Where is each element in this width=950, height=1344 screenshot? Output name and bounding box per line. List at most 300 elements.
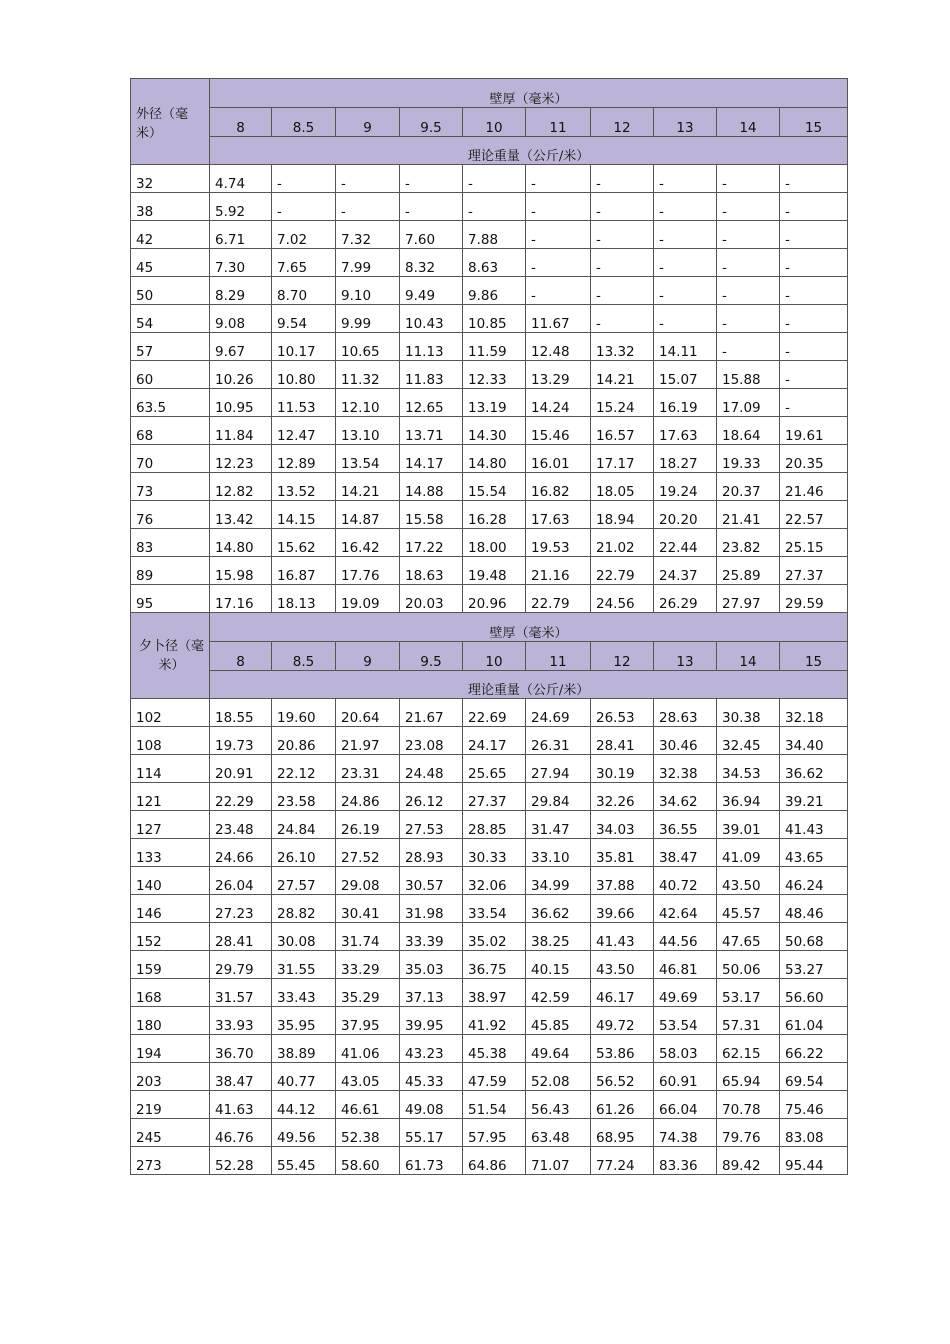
weight-cell: 12.33 (463, 361, 526, 389)
thickness-cell: 11 (526, 108, 591, 137)
weight-cell: 10.43 (400, 305, 463, 333)
weight-cell: 16.19 (654, 389, 717, 417)
weight-cell: - (591, 221, 654, 249)
table-row (131, 585, 848, 613)
weight-cell: 30.57 (400, 867, 463, 895)
outer-diameter-cell: 140 (131, 867, 210, 895)
weight-cell: 38.89 (272, 1035, 336, 1063)
outer-diameter-cell: 63.5 (131, 389, 210, 417)
outer-diameter-header: 外径（毫米） (131, 79, 210, 165)
weight-cell: 32.18 (780, 699, 848, 727)
weight-cell: - (336, 193, 400, 221)
weight-cell: 25.89 (717, 557, 780, 585)
outer-diameter-cell: 60 (131, 361, 210, 389)
weight-cell: 12.48 (526, 333, 591, 361)
weight-cell: 21.97 (336, 727, 400, 755)
weight-cell: - (780, 165, 848, 193)
outer-diameter-cell: 50 (131, 277, 210, 305)
outer-diameter-cell: 95 (131, 585, 210, 613)
weight-cell: 17.63 (654, 417, 717, 445)
weight-cell: - (654, 305, 717, 333)
weight-cell: 19.33 (717, 445, 780, 473)
thickness-cell: 9 (336, 108, 400, 137)
outer-diameter-cell: 245 (131, 1119, 210, 1147)
thickness-cell: 8 (210, 108, 272, 137)
weight-cell: 29.79 (210, 951, 272, 979)
steel-pipe-weight-table (130, 78, 848, 1175)
weight-cell: 24.69 (526, 699, 591, 727)
weight-cell: 30.33 (463, 839, 526, 867)
weight-cell: 31.74 (336, 923, 400, 951)
weight-cell: 27.37 (463, 783, 526, 811)
outer-diameter-cell: 219 (131, 1091, 210, 1119)
weight-cell: 7.65 (272, 249, 336, 277)
weight-cell: 9.08 (210, 305, 272, 333)
weight-cell: 29.59 (780, 585, 848, 613)
weight-cell: 57.95 (463, 1119, 526, 1147)
thickness-cell: 11 (526, 642, 591, 671)
thickness-cell: 8 (210, 642, 272, 671)
weight-cell: 18.13 (272, 585, 336, 613)
weight-cell: 17.17 (591, 445, 654, 473)
weight-cell: 28.82 (272, 895, 336, 923)
weight-cell: 34.40 (780, 727, 848, 755)
outer-diameter-cell: 42 (131, 221, 210, 249)
weight-cell: 14.11 (654, 333, 717, 361)
weight-cell: 18.05 (591, 473, 654, 501)
weight-cell: 45.57 (717, 895, 780, 923)
outer-diameter-cell: 152 (131, 923, 210, 951)
weight-cell: 11.67 (526, 305, 591, 333)
weight-cell: 47.65 (717, 923, 780, 951)
weight-cell: - (717, 193, 780, 221)
weight-cell: 12.89 (272, 445, 336, 473)
outer-diameter-cell: 57 (131, 333, 210, 361)
weight-cell: 26.29 (654, 585, 717, 613)
weight-cell: - (717, 277, 780, 305)
weight-cell: 24.17 (463, 727, 526, 755)
weight-cell: 26.10 (272, 839, 336, 867)
outer-diameter-cell: 108 (131, 727, 210, 755)
weight-cell: 46.81 (654, 951, 717, 979)
weight-cell: 68.95 (591, 1119, 654, 1147)
weight-cell: 26.19 (336, 811, 400, 839)
table-row (131, 361, 848, 389)
outer-diameter-cell: 83 (131, 529, 210, 557)
weight-cell: - (654, 277, 717, 305)
weight-cell: - (463, 165, 526, 193)
weight-cell: 14.15 (272, 501, 336, 529)
table-row (131, 951, 848, 979)
weight-cell: 11.32 (336, 361, 400, 389)
weight-cell: 16.82 (526, 473, 591, 501)
weight-cell: 19.24 (654, 473, 717, 501)
weight-cell: - (654, 193, 717, 221)
weight-cell: 49.69 (654, 979, 717, 1007)
weight-cell: 19.60 (272, 699, 336, 727)
weight-cell: 47.59 (463, 1063, 526, 1091)
weight-cell: 20.91 (210, 755, 272, 783)
theoretical-weight-header: 理论重量（公斤/米） (210, 671, 848, 699)
weight-cell: 21.16 (526, 557, 591, 585)
weight-cell: 52.08 (526, 1063, 591, 1091)
weight-cell: 15.98 (210, 557, 272, 585)
thickness-cell: 13 (654, 642, 717, 671)
weight-cell: 17.76 (336, 557, 400, 585)
weight-cell: 7.60 (400, 221, 463, 249)
weight-cell: 45.38 (463, 1035, 526, 1063)
weight-cell: 13.32 (591, 333, 654, 361)
weight-cell: 58.60 (336, 1147, 400, 1175)
weight-cell: 55.45 (272, 1147, 336, 1175)
weight-cell: 66.22 (780, 1035, 848, 1063)
table-row (131, 755, 848, 783)
table-row (131, 839, 848, 867)
weight-cell: 40.15 (526, 951, 591, 979)
table-row (131, 333, 848, 361)
weight-cell: 10.80 (272, 361, 336, 389)
weight-cell: 39.95 (400, 1007, 463, 1035)
weight-cell: 12.65 (400, 389, 463, 417)
weight-cell: 19.61 (780, 417, 848, 445)
weight-cell: 28.93 (400, 839, 463, 867)
weight-cell: 48.46 (780, 895, 848, 923)
weight-cell: 33.29 (336, 951, 400, 979)
weight-cell: 7.99 (336, 249, 400, 277)
weight-cell: - (591, 305, 654, 333)
weight-cell: - (654, 249, 717, 277)
weight-cell: - (336, 165, 400, 193)
thickness-cell: 13 (654, 108, 717, 137)
weight-cell: 5.92 (210, 193, 272, 221)
weight-cell: 30.08 (272, 923, 336, 951)
weight-cell: 21.46 (780, 473, 848, 501)
table-row (131, 1119, 848, 1147)
weight-cell: 30.38 (717, 699, 780, 727)
weight-cell: 61.26 (591, 1091, 654, 1119)
weight-cell: - (526, 277, 591, 305)
weight-cell: 15.24 (591, 389, 654, 417)
weight-cell: 29.08 (336, 867, 400, 895)
table-section-1 (131, 79, 848, 613)
weight-cell: - (717, 165, 780, 193)
outer-diameter-cell: 146 (131, 895, 210, 923)
weight-cell: 16.42 (336, 529, 400, 557)
weight-cell: 20.86 (272, 727, 336, 755)
table-row (131, 193, 848, 221)
weight-cell: 53.86 (591, 1035, 654, 1063)
weight-cell: 41.43 (780, 811, 848, 839)
weight-cell: 23.48 (210, 811, 272, 839)
weight-cell: 36.62 (780, 755, 848, 783)
weight-cell: 65.94 (717, 1063, 780, 1091)
weight-cell: 35.03 (400, 951, 463, 979)
weight-cell: 49.08 (400, 1091, 463, 1119)
weight-cell: 28.63 (654, 699, 717, 727)
weight-cell: 17.63 (526, 501, 591, 529)
weight-cell: 13.52 (272, 473, 336, 501)
weight-cell: 89.42 (717, 1147, 780, 1175)
weight-cell: 43.23 (400, 1035, 463, 1063)
weight-cell: 27.94 (526, 755, 591, 783)
weight-cell: 63.48 (526, 1119, 591, 1147)
table-row (131, 249, 848, 277)
weight-cell: 17.22 (400, 529, 463, 557)
weight-cell: 39.01 (717, 811, 780, 839)
weight-cell: - (654, 221, 717, 249)
weight-cell: 19.53 (526, 529, 591, 557)
outer-diameter-cell: 180 (131, 1007, 210, 1035)
weight-cell: 53.17 (717, 979, 780, 1007)
weight-cell: 23.08 (400, 727, 463, 755)
weight-cell: 10.95 (210, 389, 272, 417)
weight-cell: 45.85 (526, 1007, 591, 1035)
weight-cell: - (780, 333, 848, 361)
outer-diameter-cell: 68 (131, 417, 210, 445)
weight-cell: - (591, 249, 654, 277)
weight-cell: - (780, 221, 848, 249)
weight-cell: 6.71 (210, 221, 272, 249)
weight-cell: 26.31 (526, 727, 591, 755)
weight-cell: 40.72 (654, 867, 717, 895)
thickness-cell: 9.5 (400, 108, 463, 137)
table-row (131, 1007, 848, 1035)
weight-cell: 24.48 (400, 755, 463, 783)
weight-cell: 14.21 (336, 473, 400, 501)
weight-cell: 38.47 (210, 1063, 272, 1091)
weight-cell: - (780, 277, 848, 305)
outer-diameter-cell: 121 (131, 783, 210, 811)
weight-cell: 60.91 (654, 1063, 717, 1091)
weight-cell: 23.58 (272, 783, 336, 811)
weight-cell: 24.66 (210, 839, 272, 867)
weight-cell: 20.96 (463, 585, 526, 613)
weight-cell: 10.17 (272, 333, 336, 361)
weight-cell: 15.07 (654, 361, 717, 389)
weight-cell: 21.67 (400, 699, 463, 727)
weight-cell: 22.44 (654, 529, 717, 557)
weight-cell: - (717, 221, 780, 249)
weight-cell: 40.77 (272, 1063, 336, 1091)
weight-cell: 49.56 (272, 1119, 336, 1147)
weight-cell: 61.73 (400, 1147, 463, 1175)
weight-cell: 27.53 (400, 811, 463, 839)
weight-cell: 22.79 (526, 585, 591, 613)
weight-cell: 19.48 (463, 557, 526, 585)
weight-cell: 56.43 (526, 1091, 591, 1119)
weight-cell: 33.43 (272, 979, 336, 1007)
weight-cell: 25.15 (780, 529, 848, 557)
weight-cell: 24.84 (272, 811, 336, 839)
table-row (131, 867, 848, 895)
weight-cell: 4.74 (210, 165, 272, 193)
weight-cell: 38.97 (463, 979, 526, 1007)
weight-cell: 7.02 (272, 221, 336, 249)
weight-cell: 21.41 (717, 501, 780, 529)
weight-cell: 36.62 (526, 895, 591, 923)
weight-cell: 14.87 (336, 501, 400, 529)
weight-cell: 24.37 (654, 557, 717, 585)
weight-cell: 27.52 (336, 839, 400, 867)
weight-cell: 64.86 (463, 1147, 526, 1175)
weight-cell: 39.21 (780, 783, 848, 811)
weight-cell: 13.19 (463, 389, 526, 417)
outer-diameter-cell: 73 (131, 473, 210, 501)
document-page (130, 78, 847, 1175)
weight-cell: 35.95 (272, 1007, 336, 1035)
weight-cell: 42.59 (526, 979, 591, 1007)
weight-cell: 58.03 (654, 1035, 717, 1063)
weight-cell: 12.23 (210, 445, 272, 473)
thickness-cell: 12 (591, 642, 654, 671)
weight-cell: 42.64 (654, 895, 717, 923)
weight-cell: 43.50 (717, 867, 780, 895)
table-row (131, 305, 848, 333)
weight-cell: 38.47 (654, 839, 717, 867)
weight-cell: 66.04 (654, 1091, 717, 1119)
outer-diameter-cell: 114 (131, 755, 210, 783)
weight-cell: 69.54 (780, 1063, 848, 1091)
table-row (131, 165, 848, 193)
outer-diameter-cell: 89 (131, 557, 210, 585)
weight-cell: 33.10 (526, 839, 591, 867)
weight-cell: 13.42 (210, 501, 272, 529)
weight-cell: 10.65 (336, 333, 400, 361)
table-section-2 (131, 613, 848, 1175)
weight-cell: 13.10 (336, 417, 400, 445)
weight-cell: - (780, 249, 848, 277)
weight-cell: - (400, 165, 463, 193)
weight-cell: 31.98 (400, 895, 463, 923)
weight-cell: 57.31 (717, 1007, 780, 1035)
weight-cell: 22.69 (463, 699, 526, 727)
weight-cell: 37.88 (591, 867, 654, 895)
thickness-cell: 9 (336, 642, 400, 671)
weight-cell: 19.73 (210, 727, 272, 755)
weight-cell: 9.86 (463, 277, 526, 305)
weight-cell: 13.54 (336, 445, 400, 473)
table-row (131, 783, 848, 811)
weight-cell: 32.38 (654, 755, 717, 783)
weight-cell: 56.60 (780, 979, 848, 1007)
outer-diameter-cell: 45 (131, 249, 210, 277)
weight-cell: 31.47 (526, 811, 591, 839)
weight-cell: 16.28 (463, 501, 526, 529)
outer-diameter-cell: 168 (131, 979, 210, 1007)
weight-cell: 31.57 (210, 979, 272, 1007)
weight-cell: 18.94 (591, 501, 654, 529)
weight-cell: 71.07 (526, 1147, 591, 1175)
weight-cell: 14.21 (591, 361, 654, 389)
weight-cell: 10.26 (210, 361, 272, 389)
weight-cell: 30.41 (336, 895, 400, 923)
weight-cell: 19.09 (336, 585, 400, 613)
weight-cell: 20.64 (336, 699, 400, 727)
thickness-cell: 8.5 (272, 108, 336, 137)
weight-cell: 15.54 (463, 473, 526, 501)
weight-cell: 12.10 (336, 389, 400, 417)
weight-cell: 24.56 (591, 585, 654, 613)
thickness-cell: 14 (717, 108, 780, 137)
outer-diameter-cell: 70 (131, 445, 210, 473)
weight-cell: - (272, 165, 336, 193)
weight-cell: 28.41 (591, 727, 654, 755)
table-row (131, 727, 848, 755)
weight-cell: 45.33 (400, 1063, 463, 1091)
weight-cell: - (591, 193, 654, 221)
outer-diameter-cell: 38 (131, 193, 210, 221)
weight-cell: 22.29 (210, 783, 272, 811)
thickness-cell: 15 (780, 108, 848, 137)
weight-cell: 41.43 (591, 923, 654, 951)
weight-cell: 55.17 (400, 1119, 463, 1147)
weight-cell: 37.13 (400, 979, 463, 1007)
outer-diameter-cell: 32 (131, 165, 210, 193)
weight-cell: 41.06 (336, 1035, 400, 1063)
weight-cell: - (717, 305, 780, 333)
weight-cell: 12.82 (210, 473, 272, 501)
weight-cell: - (526, 165, 591, 193)
weight-cell: 79.76 (717, 1119, 780, 1147)
weight-cell: 22.57 (780, 501, 848, 529)
outer-diameter-cell: 273 (131, 1147, 210, 1175)
weight-cell: - (780, 305, 848, 333)
weight-cell: 15.88 (717, 361, 780, 389)
theoretical-weight-header: 理论重量（公斤/米） (210, 137, 848, 165)
table-row (131, 389, 848, 417)
weight-cell: - (526, 249, 591, 277)
weight-cell: 35.02 (463, 923, 526, 951)
weight-cell: - (526, 221, 591, 249)
weight-cell: 34.99 (526, 867, 591, 895)
weight-cell: 18.64 (717, 417, 780, 445)
weight-cell: 16.87 (272, 557, 336, 585)
weight-cell: 43.50 (591, 951, 654, 979)
weight-cell: 46.24 (780, 867, 848, 895)
weight-cell: 14.80 (463, 445, 526, 473)
weight-cell: 27.23 (210, 895, 272, 923)
weight-cell: - (717, 333, 780, 361)
weight-cell: - (780, 361, 848, 389)
weight-cell: 28.85 (463, 811, 526, 839)
thickness-cell: 9.5 (400, 642, 463, 671)
weight-cell: 9.67 (210, 333, 272, 361)
weight-cell: 53.54 (654, 1007, 717, 1035)
weight-cell: 13.71 (400, 417, 463, 445)
weight-cell: 41.92 (463, 1007, 526, 1035)
weight-cell: 39.66 (591, 895, 654, 923)
table-row (131, 895, 848, 923)
weight-cell: 52.38 (336, 1119, 400, 1147)
weight-cell: 50.06 (717, 951, 780, 979)
weight-cell: 15.62 (272, 529, 336, 557)
weight-cell: 23.31 (336, 755, 400, 783)
weight-cell: - (526, 193, 591, 221)
weight-cell: 18.55 (210, 699, 272, 727)
table-row (131, 1063, 848, 1091)
weight-cell: 27.97 (717, 585, 780, 613)
weight-cell: 77.24 (591, 1147, 654, 1175)
weight-cell: - (780, 389, 848, 417)
table-row (131, 221, 848, 249)
weight-cell: 30.19 (591, 755, 654, 783)
table-row (131, 277, 848, 305)
weight-cell: 9.99 (336, 305, 400, 333)
weight-cell: - (591, 165, 654, 193)
weight-cell: 12.47 (272, 417, 336, 445)
weight-cell: 38.25 (526, 923, 591, 951)
weight-cell: 7.30 (210, 249, 272, 277)
